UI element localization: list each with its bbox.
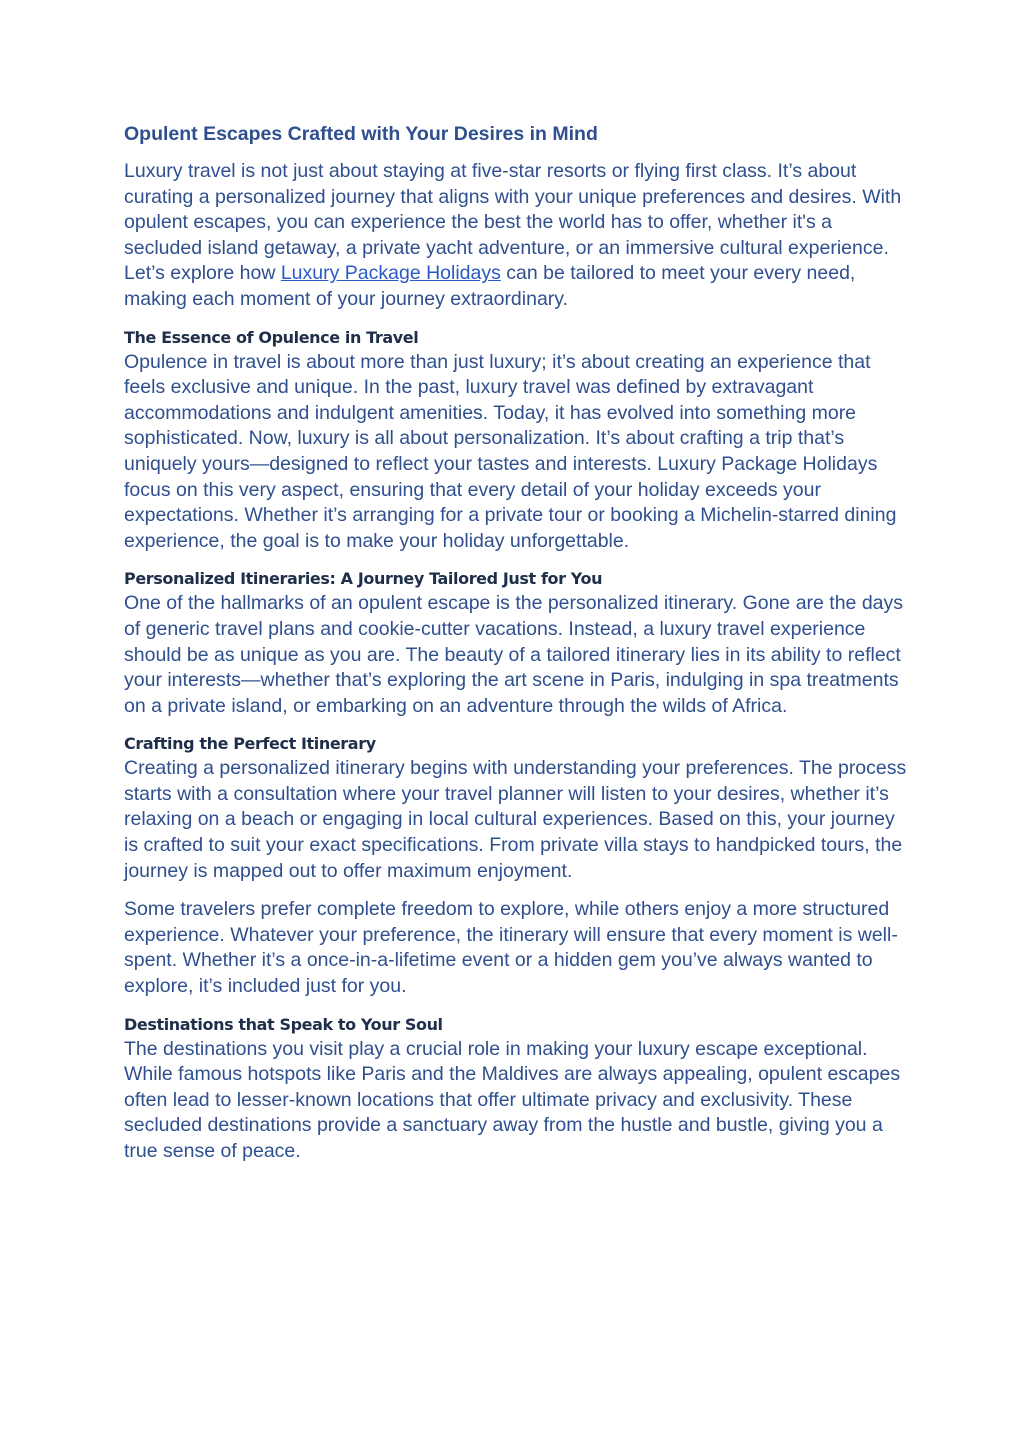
section-paragraph: Opulence in travel is about more than just luxury; it’s about creating an experience that feels exclusive and unique. In the past, luxury travel was defined by extravagant accommodations and indulgent amenities. Today, it has evolved into something more sophisticated. Now, luxury is all about personalization. It’s about crafting a trip that’s uniquely yours—designed to reflect your tastes and interests. Luxury Package Holidays focus on this very aspect, ensuring that every detail of your holiday exceeds your expectations. Whether it’s arranging for a private tour or booking a Michelin-starred dining experience, the goal is to make your holiday unforgettable. xyxy=(124,350,897,552)
section-heading: Crafting the Perfect Itinerary xyxy=(124,734,376,754)
section-paragraph: Creating a personalized itinerary begins with understanding your preferences. The process starts with a consultation where your travel planner will listen to your desires, whether it’s relaxing on a beach or engaging in local cultural experiences. Based on this, your journey is crafted to suit your exact specifications. From private villa stays to handpicked tours, the journey is mapped out to offer maximum enjoyment. xyxy=(124,757,907,882)
section-destinations xyxy=(124,1013,914,1165)
section-paragraph: One of the hallmarks of an opulent escape is the personalized itinerary. Gone are the days of generic travel plans and cookie-cutter vacations. Instead, a luxury travel experience should be as unique as you are. The beauty of a tailored itinerary lies in its ability to reflect your interests—whether that’s exploring the art scene in Paris, indulging in spa treatments on a private island, or embarking on an adventure through the wilds of Africa. xyxy=(124,592,904,717)
section-personalized-itineraries xyxy=(124,567,914,719)
intro-text-before-link: Luxury travel is not just about staying at five-star resorts or flying first class. It’s about curating a personalized journey that aligns with your unique preferences and desires. With opulent escapes, you can experience the best the world has to offer, whether it's a secluded island getaway, a private yacht adventure, or an immersive cultural experience. Let’s explore how xyxy=(124,160,902,285)
section-paragraph: The destinations you visit play a crucial role in making your luxury escape exceptional. While famous hotspots like Paris and the Maldives are always appealing, opulent escapes often lead to lesser-known locations that offer ultimate privacy and exclusivity. These secluded destinations provide a sanctuary away from the hustle and bustle, giving you a true sense of peace. xyxy=(124,1037,901,1162)
section-heading: Personalized Itineraries: A Journey Tailored Just for You xyxy=(124,569,603,589)
section-heading: The Essence of Opulence in Travel xyxy=(124,327,419,347)
section-crafting-itinerary xyxy=(124,732,914,999)
section-paragraph: Some travelers prefer complete freedom to explore, while others enjoy a more structured experience. Whatever your preference, the itinerary will ensure that every moment is well-spent. Whether it’s a once-in-a-lifetime event or a hidden gem you’ve always wanted to explore, it’s included just for you. xyxy=(124,898,898,998)
intro-text-after-link: can be tailored to meet your every need, making each moment of your journey extraordinary. xyxy=(124,262,856,310)
page-title: Opulent Escapes Crafted with Your Desires in Mind xyxy=(124,123,598,145)
section-heading: Destinations that Speak to Your Soul xyxy=(124,1014,443,1034)
section-essence xyxy=(124,326,914,555)
luxury-package-holidays-link[interactable]: Luxury Package Holidays xyxy=(280,262,501,285)
intro-paragraph xyxy=(124,159,914,313)
document-page xyxy=(124,120,914,1178)
